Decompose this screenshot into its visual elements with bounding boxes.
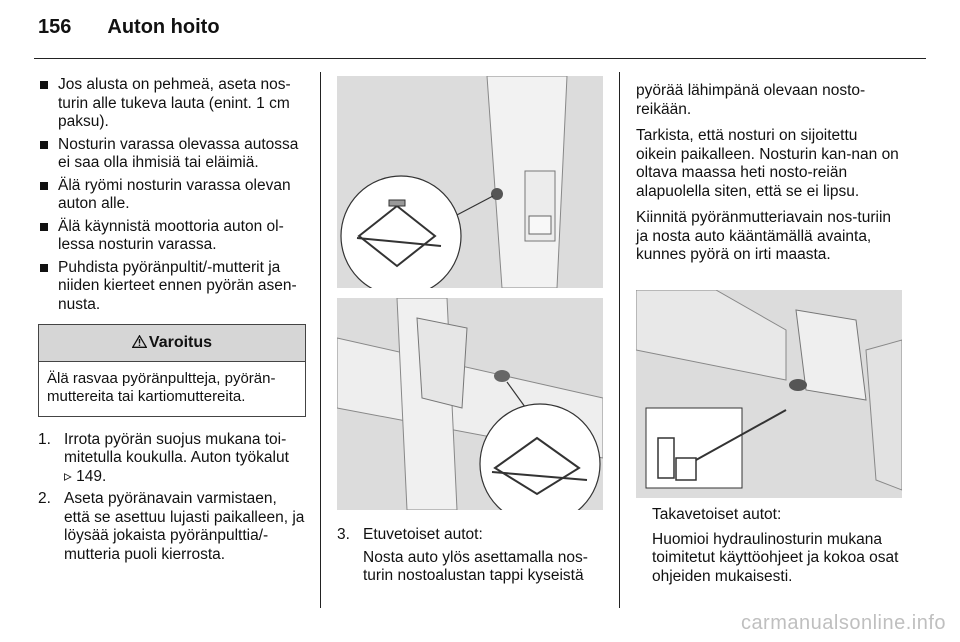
step-item	[38, 490, 306, 564]
column-divider-1	[320, 72, 321, 608]
jack-point-drawing	[337, 76, 603, 288]
page-ref[interactable]: 149.	[76, 467, 107, 485]
column-3-text	[636, 82, 902, 273]
step-number: 1.	[38, 430, 51, 448]
bullet-item: Puhdista pyöränpultit/-mutterit ja niiden kierteet ennen pyörän asen-nusta.	[38, 259, 306, 315]
step-text: Nosta auto ylös asettamalla nos-turin nostoalustan tappi kyseistä	[363, 548, 588, 584]
jack-front-illustration-bottom	[337, 298, 603, 510]
warning-triangle-icon	[132, 335, 147, 348]
steps-list	[38, 431, 306, 565]
rwd-label: Takavetoiset autot:	[652, 506, 782, 523]
page-ref-icon[interactable]: ▹	[64, 467, 72, 485]
bullet-item: Nosturin varassa olevassa autossa ei saa olla ihmisiä tai eläimiä.	[38, 136, 306, 173]
column-divider-2	[619, 72, 620, 608]
jack-front-illustration-top	[337, 76, 603, 288]
jack-placement-drawing	[337, 298, 603, 510]
warning-text: Älä rasvaa pyöränpultteja, pyörän-muttereita tai kartiomuttereita.	[47, 369, 276, 405]
warning-box	[38, 324, 306, 417]
bullet-item: Älä käynnistä moottoria auton ol-lessa nosturin varassa.	[38, 218, 306, 255]
column-1	[38, 76, 306, 568]
hydraulic-jack-drawing	[636, 290, 902, 498]
step-item	[337, 526, 607, 545]
warning-header	[39, 325, 305, 362]
page-number: 156	[38, 16, 72, 38]
step-text: Aseta pyöränavain varmistaen, että se asettuu lujasti paikalleen, ja löysää jokaista pyöränpulttia/-mutteria puoli kierrosta.	[64, 490, 305, 563]
column-3-rwd	[636, 506, 902, 586]
paragraph: Kiinnitä pyöränmutteriavain nos-turiin ja nosta auto kääntämällä avainta, kunnes pyörä on irti maasta.	[636, 209, 892, 263]
step-number: 3.	[337, 526, 350, 543]
step-text: Irrota pyörän suojus mukana toi-mitetulla koukulla. Auton työkalut	[64, 430, 289, 466]
watermark: carmanualsonline.info	[740, 612, 946, 634]
step-number: 2.	[38, 490, 51, 507]
bullet-item: Jos alusta on pehmeä, aseta nos-turin alle tukeva lauta (enint. 1 cm paksu).	[38, 76, 306, 132]
page-title: Auton hoito	[107, 16, 220, 38]
step-item	[38, 431, 306, 487]
jack-rear-illustration	[636, 290, 902, 498]
paragraph: Tarkista, että nosturi on sijoitettu oikein paikalleen. Nosturin kan-nan on oltava maassa heti nosto-reiän alapuolella siten, että se ei lipsu.	[636, 127, 899, 200]
step-label: Etuvetoiset autot:	[363, 526, 483, 543]
paragraph: pyörää lähimpänä olevaan nosto-reikään.	[636, 82, 866, 118]
warning-title: Varoitus	[148, 334, 213, 351]
page-header	[38, 16, 220, 39]
bullet-item: Älä ryömi nosturin varassa olevan auton alle.	[38, 177, 306, 214]
header-rule	[34, 58, 926, 59]
column-2-text	[337, 526, 607, 586]
rwd-text: Huomioi hydraulinosturin mukana toimitetut käyttöohjeet ja kokoa osat ohjeiden mukaisesti.	[652, 530, 899, 585]
